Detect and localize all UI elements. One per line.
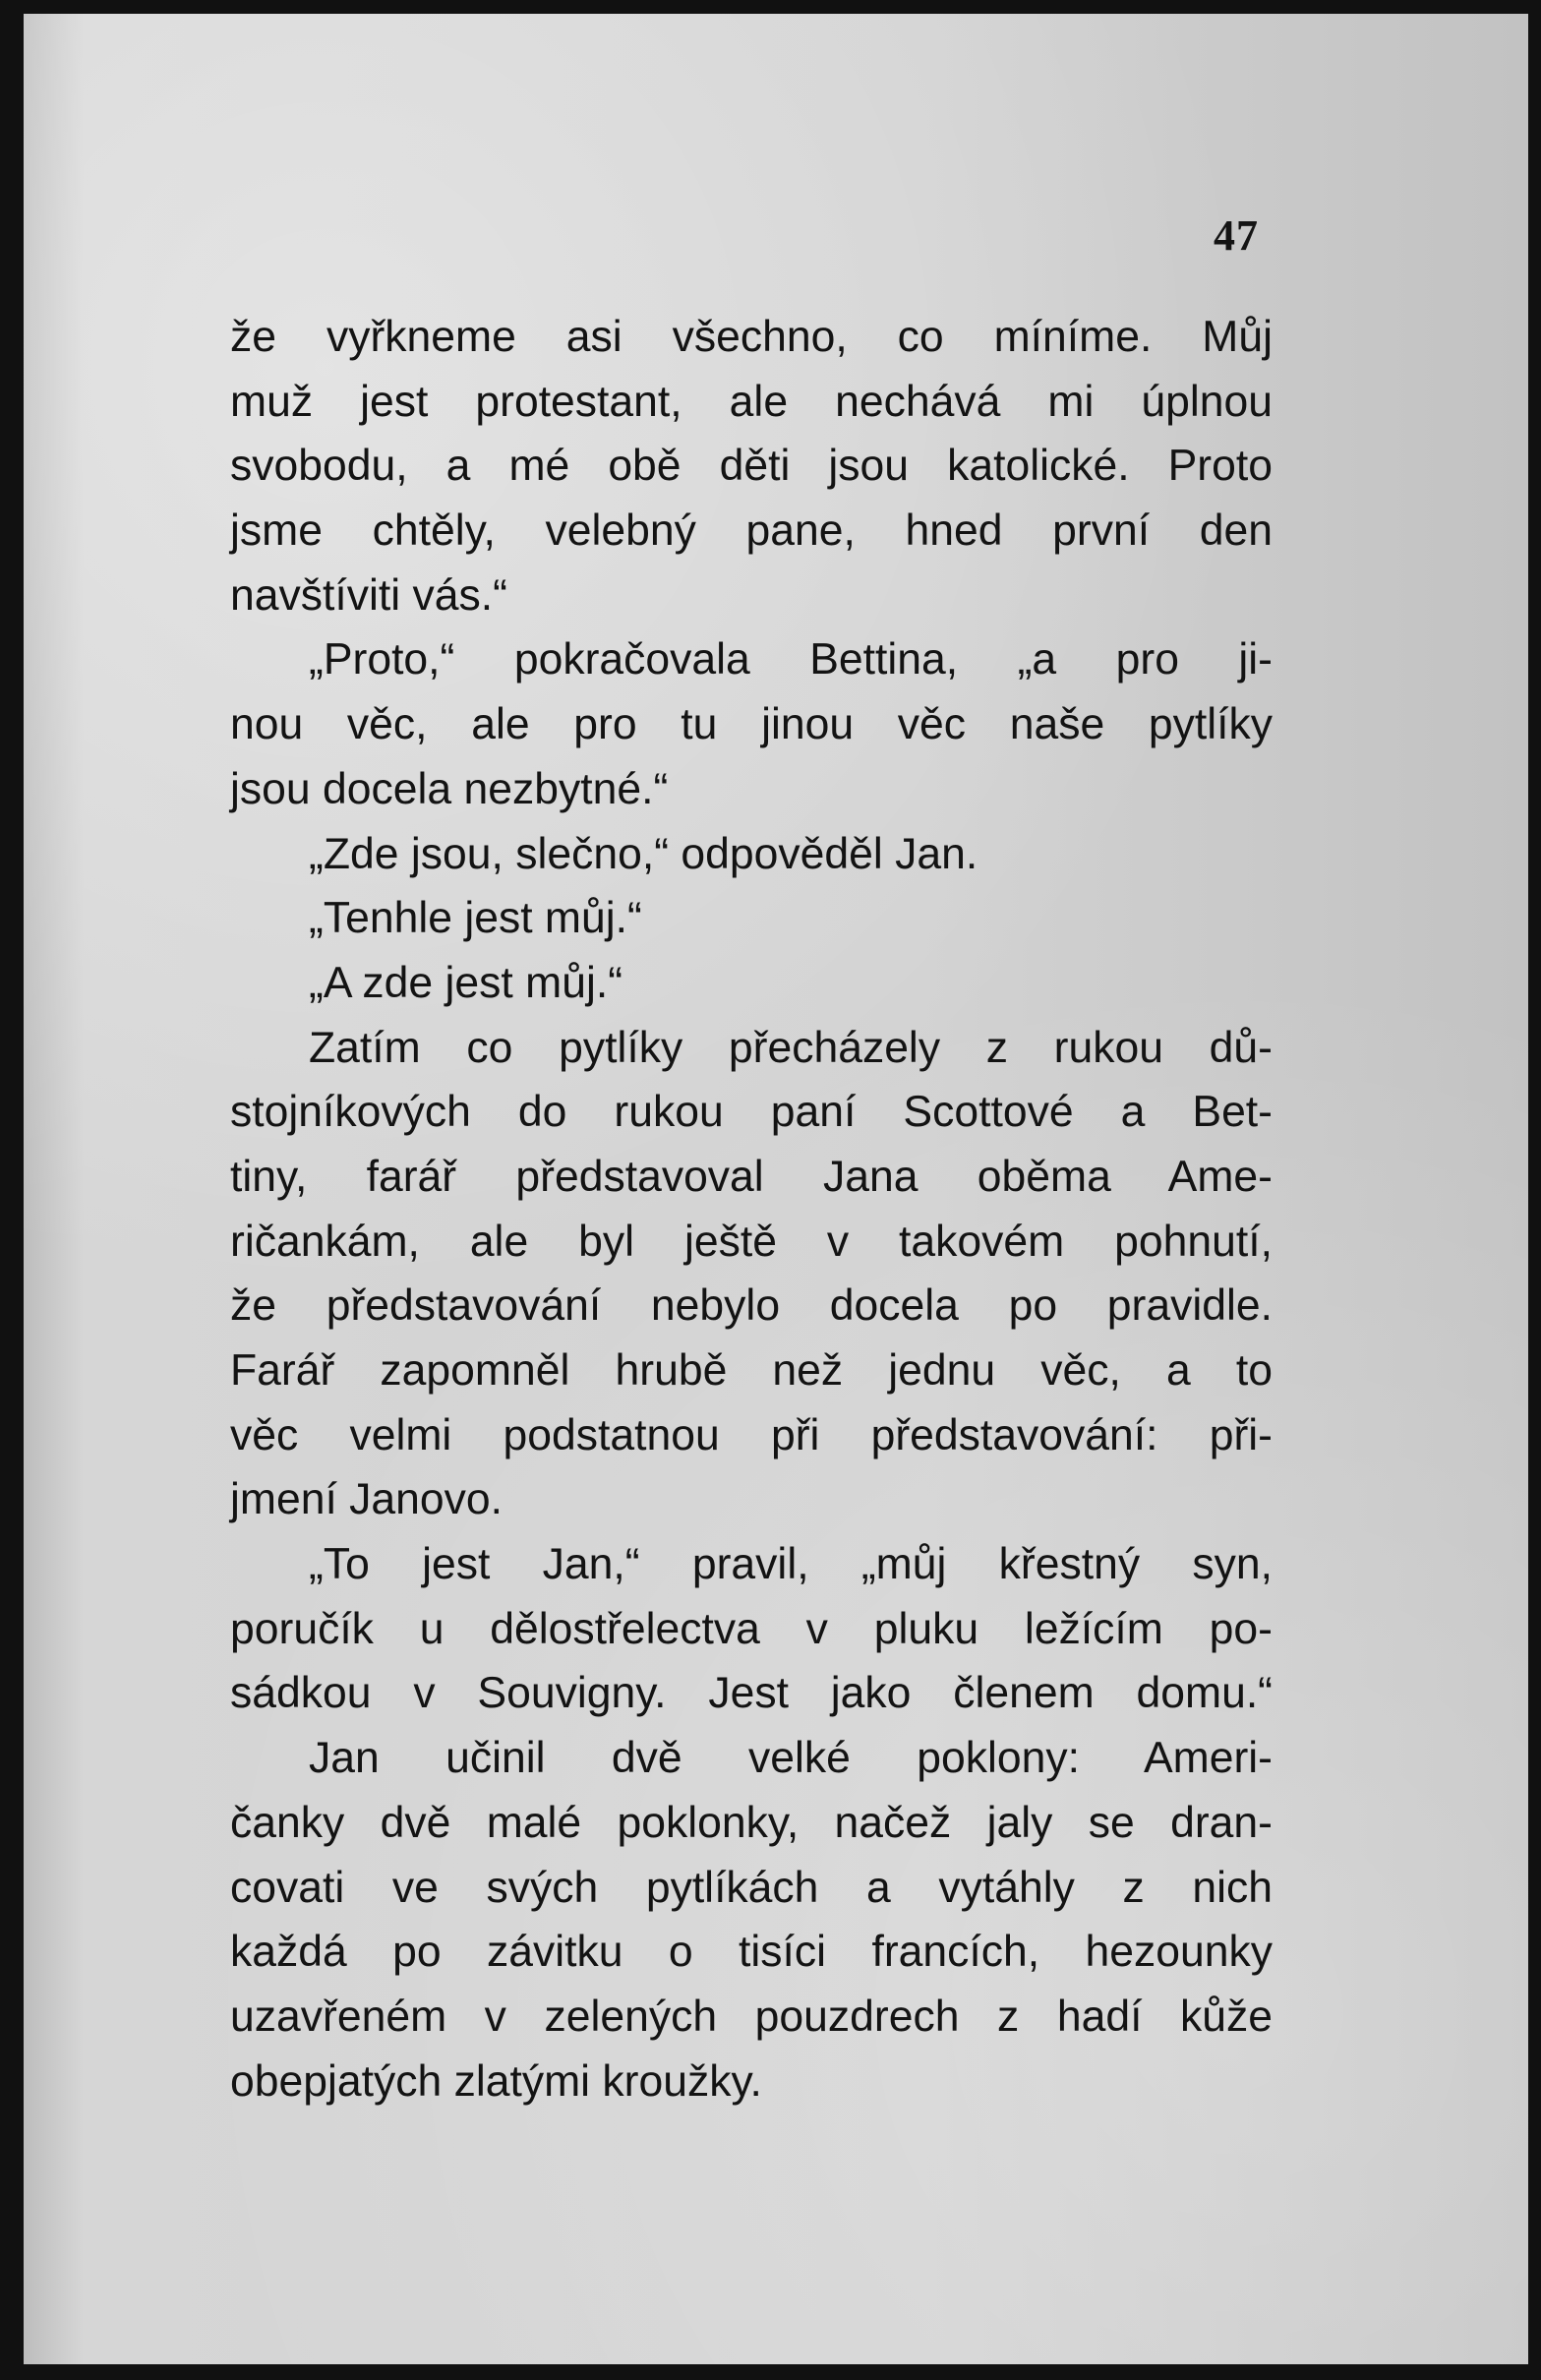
text-line: Zatím co pytlíky přecházely z rukou dů- xyxy=(309,1023,1273,1072)
text-line: nou věc, ale pro tu jinou věc naše pytlíky xyxy=(230,700,1273,749)
text-line: svobodu, a mé obě děti jsou katolické. Proto xyxy=(230,442,1273,491)
text-line: každá po závitku o tisíci francích, hezounky xyxy=(230,1928,1273,1977)
text-line: uzavřeném v zelených pouzdrech z hadí kůže xyxy=(230,1992,1273,2041)
text-line: jsme chtěly, velebný pane, hned první den xyxy=(230,506,1273,556)
text-line: „Proto,“ pokračovala Bettina, „a pro ji- xyxy=(309,635,1273,684)
text-line: tiny, farář představoval Jana oběma Ame- xyxy=(230,1152,1273,1201)
text-line: stojníkových do rukou paní Scottové a Bet- xyxy=(230,1088,1273,1137)
book-page xyxy=(24,14,1528,2364)
text-line: čanky dvě malé poklonky, načež jaly se dran- xyxy=(230,1798,1273,1847)
text-line: jsou docela nezbytné.“ xyxy=(230,764,669,813)
text-line: věc velmi podstatnou při představování: při- xyxy=(230,1410,1273,1459)
text-line: obepjatých zlatými kroužky. xyxy=(230,2056,762,2106)
text-line: muž jest protestant, ale nechává mi úplnou xyxy=(230,377,1273,426)
page-number: 47 xyxy=(1214,211,1259,260)
text-line: covati ve svých pytlíkách a vytáhly z nich xyxy=(230,1863,1273,1912)
text-line: navštíviti vás.“ xyxy=(230,570,507,620)
text-line: „A zde jest můj.“ xyxy=(309,958,623,1007)
text-line: poručík u dělostřelectva v pluku ležícím po- xyxy=(230,1604,1273,1653)
text-line: že představování nebylo docela po pravidle. xyxy=(230,1281,1273,1331)
text-line: sádkou v Souvigny. Jest jako členem domu.“ xyxy=(230,1669,1273,1718)
body-text xyxy=(230,305,1273,2113)
text-line: „Zde jsou, slečno,“ odpověděl Jan. xyxy=(309,829,978,878)
text-line: Farář zapomněl hrubě než jednu věc, a to xyxy=(230,1346,1273,1395)
text-line: že vyřkneme asi všechno, co míníme. Můj xyxy=(230,313,1273,361)
text-line: „Tenhle jest můj.“ xyxy=(309,894,642,943)
text-line: „To jest Jan,“ pravil, „můj křestný syn, xyxy=(309,1540,1273,1589)
text-line: Jan učinil dvě velké poklony: Ameri- xyxy=(309,1734,1273,1783)
text-line: jmení Janovo. xyxy=(230,1475,504,1524)
text-line: ričankám, ale byl ještě v takovém pohnutí, xyxy=(230,1217,1273,1266)
